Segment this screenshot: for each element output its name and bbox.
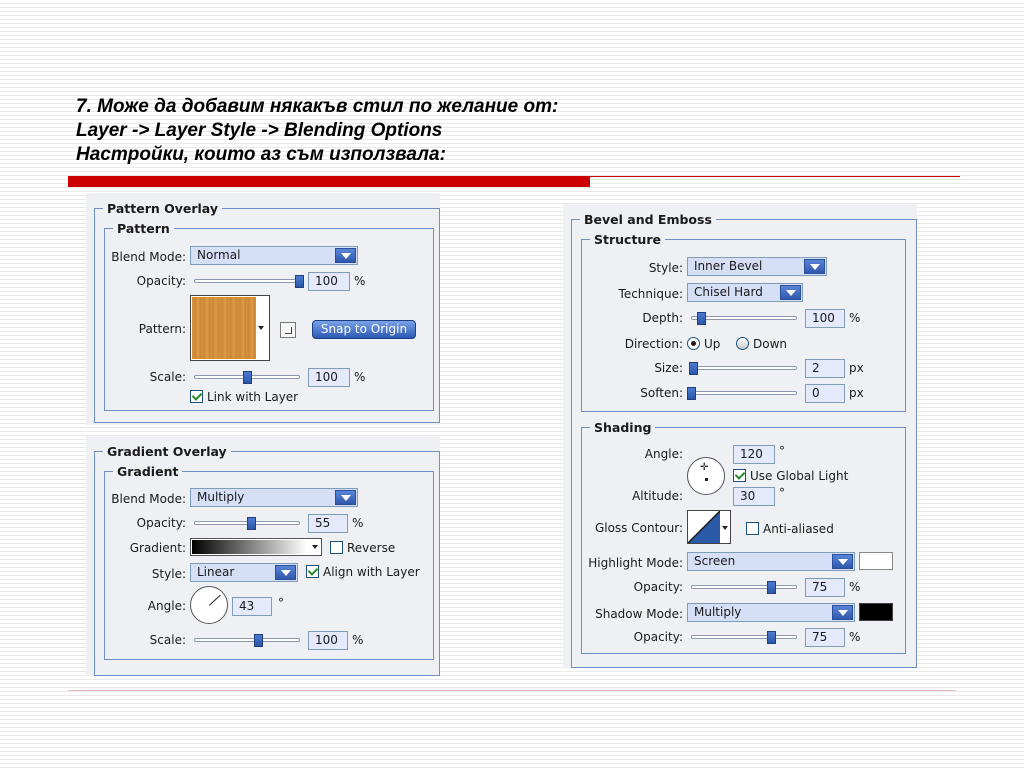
new-preset-glyph xyxy=(285,327,292,334)
depth-slider-thumb[interactable] xyxy=(697,312,706,325)
altitude-unit: ° xyxy=(779,486,785,500)
soften-label: Soften: xyxy=(640,386,683,400)
altitude-label: Altitude: xyxy=(632,489,683,503)
new-preset-icon[interactable] xyxy=(280,322,296,338)
use-global-light-label: Use Global Light xyxy=(750,469,849,483)
gradient-arrow-icon[interactable] xyxy=(312,545,318,549)
depth-slider-track[interactable] xyxy=(691,316,797,320)
highlight-color-swatch[interactable] xyxy=(859,552,893,570)
gradient-opacity-input[interactable]: 55 xyxy=(308,514,348,533)
gradient-angle-input[interactable]: 43 xyxy=(232,597,272,616)
angle-dial[interactable] xyxy=(190,586,228,624)
gradient-scale-label: Scale: xyxy=(149,633,186,647)
angle-dial-hand xyxy=(209,595,221,606)
gradient-group-title: Gradient xyxy=(117,464,179,479)
direction-up-radio[interactable] xyxy=(687,337,700,350)
opacity-slider-thumb[interactable] xyxy=(295,275,304,288)
snap-to-origin-button[interactable]: Snap to Origin xyxy=(312,320,416,339)
opacity-input[interactable]: 100 xyxy=(308,272,350,291)
highlight-opacity-slider-thumb[interactable] xyxy=(767,581,776,594)
opacity-unit: % xyxy=(354,274,366,288)
blend-mode-select[interactable] xyxy=(190,246,358,265)
heading-line-2: Layer -> Layer Style -> Blending Options xyxy=(76,120,443,141)
use-global-light-checkbox[interactable] xyxy=(733,469,746,482)
chevron-down-icon[interactable] xyxy=(832,605,853,620)
shading-angle-dial[interactable] xyxy=(687,457,725,495)
heading-line-3: Настройки, които аз съм използвала: xyxy=(76,144,446,165)
highlight-opacity-unit: % xyxy=(849,580,861,594)
gradient-blend-mode-select[interactable] xyxy=(190,488,358,507)
technique-value: Chisel Hard xyxy=(694,285,763,299)
structure-group-title: Structure xyxy=(594,232,661,247)
gradient-preview xyxy=(192,540,307,554)
soften-slider-thumb[interactable] xyxy=(687,387,696,400)
direction-label: Direction: xyxy=(624,337,683,351)
technique-select[interactable] xyxy=(687,283,803,302)
chevron-down-icon[interactable] xyxy=(832,554,853,569)
shading-angle-label: Angle: xyxy=(644,447,683,461)
size-label: Size: xyxy=(654,361,683,375)
highlight-mode-label: Highlight Mode: xyxy=(588,556,683,570)
align-with-layer-checkbox[interactable] xyxy=(306,565,319,578)
shadow-mode-value: Multiply xyxy=(694,605,742,619)
chevron-down-icon[interactable] xyxy=(804,259,825,274)
style-label: Style: xyxy=(648,261,683,275)
direction-down-radio[interactable] xyxy=(736,337,749,350)
shading-group-title: Shading xyxy=(594,420,652,435)
gloss-contour-label: Gloss Contour: xyxy=(594,521,683,535)
depth-input[interactable]: 100 xyxy=(805,309,845,328)
slide-heading xyxy=(76,95,558,167)
gradient-opacity-label: Opacity: xyxy=(136,516,186,530)
heading-line-1: 7. Може да добавим някакъв стил по желание от: xyxy=(76,96,559,117)
size-slider-thumb[interactable] xyxy=(689,362,698,375)
contour-icon xyxy=(688,511,720,543)
pattern-overlay-panel xyxy=(86,193,440,425)
pattern-preview xyxy=(192,297,256,359)
shading-angle-unit: ° xyxy=(779,444,785,458)
altitude-input[interactable]: 30 xyxy=(733,487,775,506)
shadow-opacity-slider-track[interactable] xyxy=(691,635,797,639)
gradient-overlay-panel xyxy=(86,436,440,676)
soften-slider-track[interactable] xyxy=(691,391,797,395)
gradient-picker[interactable] xyxy=(190,538,322,556)
size-unit: px xyxy=(849,361,864,375)
anti-aliased-checkbox[interactable] xyxy=(746,522,759,535)
chevron-down-icon[interactable] xyxy=(780,285,801,300)
gradient-angle-label: Angle: xyxy=(147,599,186,613)
accent-line xyxy=(590,176,960,177)
gradient-style-value: Linear xyxy=(197,565,235,579)
opacity-slider-track[interactable] xyxy=(194,279,304,283)
chevron-down-icon[interactable] xyxy=(275,565,296,580)
style-select[interactable] xyxy=(687,257,827,276)
shadow-opacity-input[interactable]: 75 xyxy=(805,628,845,647)
gradient-blend-mode-value: Multiply xyxy=(197,490,245,504)
gradient-overlay-title: Gradient Overlay xyxy=(107,444,227,459)
opacity-label: Opacity: xyxy=(136,274,186,288)
shadow-opacity-slider-thumb[interactable] xyxy=(767,631,776,644)
technique-label: Technique: xyxy=(618,287,683,301)
reverse-checkbox[interactable] xyxy=(330,541,343,554)
shadow-opacity-unit: % xyxy=(849,630,861,644)
gradient-scale-slider-track[interactable] xyxy=(194,638,300,642)
accent-bar xyxy=(68,176,590,187)
size-slider-track[interactable] xyxy=(691,366,797,370)
bevel-emboss-title: Bevel and Emboss xyxy=(584,212,712,227)
style-value: Inner Bevel xyxy=(694,259,763,273)
light-source-icon: ✛ xyxy=(700,462,709,473)
gradient-opacity-unit: % xyxy=(352,516,364,530)
gradient-label: Gradient: xyxy=(129,541,186,555)
direction-down-label: Down xyxy=(753,337,788,351)
chevron-down-icon[interactable] xyxy=(335,490,356,505)
footer-line xyxy=(68,690,956,691)
shadow-mode-select[interactable] xyxy=(687,603,855,622)
blend-mode-label: Blend Mode: xyxy=(111,250,186,264)
gradient-scale-slider-thumb[interactable] xyxy=(254,634,263,647)
gloss-contour-picker[interactable] xyxy=(687,510,731,544)
gradient-style-label: Style: xyxy=(151,567,186,581)
highlight-opacity-label: Opacity: xyxy=(633,580,683,594)
chevron-down-icon[interactable] xyxy=(335,248,356,263)
scale-slider-thumb[interactable] xyxy=(243,371,252,384)
highlight-mode-value: Screen xyxy=(694,554,736,568)
link-with-layer-label: Link with Layer xyxy=(207,390,299,404)
highlight-opacity-slider-track[interactable] xyxy=(691,585,797,589)
gradient-blend-mode-label: Blend Mode: xyxy=(111,492,186,506)
scale-input[interactable]: 100 xyxy=(308,368,350,387)
soften-unit: px xyxy=(849,386,864,400)
reverse-label: Reverse xyxy=(347,541,396,555)
gradient-opacity-slider-thumb[interactable] xyxy=(247,517,256,530)
highlight-mode-select[interactable] xyxy=(687,552,855,571)
shadow-color-swatch[interactable] xyxy=(859,603,893,621)
dial-center-dot xyxy=(705,478,708,481)
shading-angle-input[interactable]: 120 xyxy=(733,445,775,464)
depth-unit: % xyxy=(849,311,861,325)
link-with-layer-checkbox[interactable] xyxy=(190,390,203,403)
highlight-opacity-input[interactable]: 75 xyxy=(805,578,845,597)
soften-input[interactable]: 0 xyxy=(805,384,845,403)
scale-label: Scale: xyxy=(149,370,186,384)
gradient-scale-input[interactable]: 100 xyxy=(308,631,348,650)
gradient-angle-unit: ° xyxy=(278,596,284,610)
align-with-layer-label: Align with Layer xyxy=(323,565,420,579)
contour-arrow-icon[interactable] xyxy=(722,526,728,530)
depth-label: Depth: xyxy=(642,311,683,325)
anti-aliased-label: Anti-aliased xyxy=(763,522,834,536)
pattern-group-title: Pattern xyxy=(117,221,170,236)
pattern-label: Pattern: xyxy=(138,322,186,336)
scale-unit: % xyxy=(354,370,366,384)
direction-up-label: Up xyxy=(704,337,721,351)
size-input[interactable]: 2 xyxy=(805,359,845,378)
gradient-style-select[interactable] xyxy=(190,563,298,582)
bevel-emboss-panel xyxy=(563,204,917,668)
shadow-mode-label: Shadow Mode: xyxy=(595,607,683,621)
shadow-opacity-label: Opacity: xyxy=(633,630,683,644)
gradient-scale-unit: % xyxy=(352,633,364,647)
blend-mode-value: Normal xyxy=(197,248,241,262)
pattern-overlay-title: Pattern Overlay xyxy=(107,201,219,216)
pattern-picker-arrow-icon[interactable] xyxy=(258,326,264,330)
